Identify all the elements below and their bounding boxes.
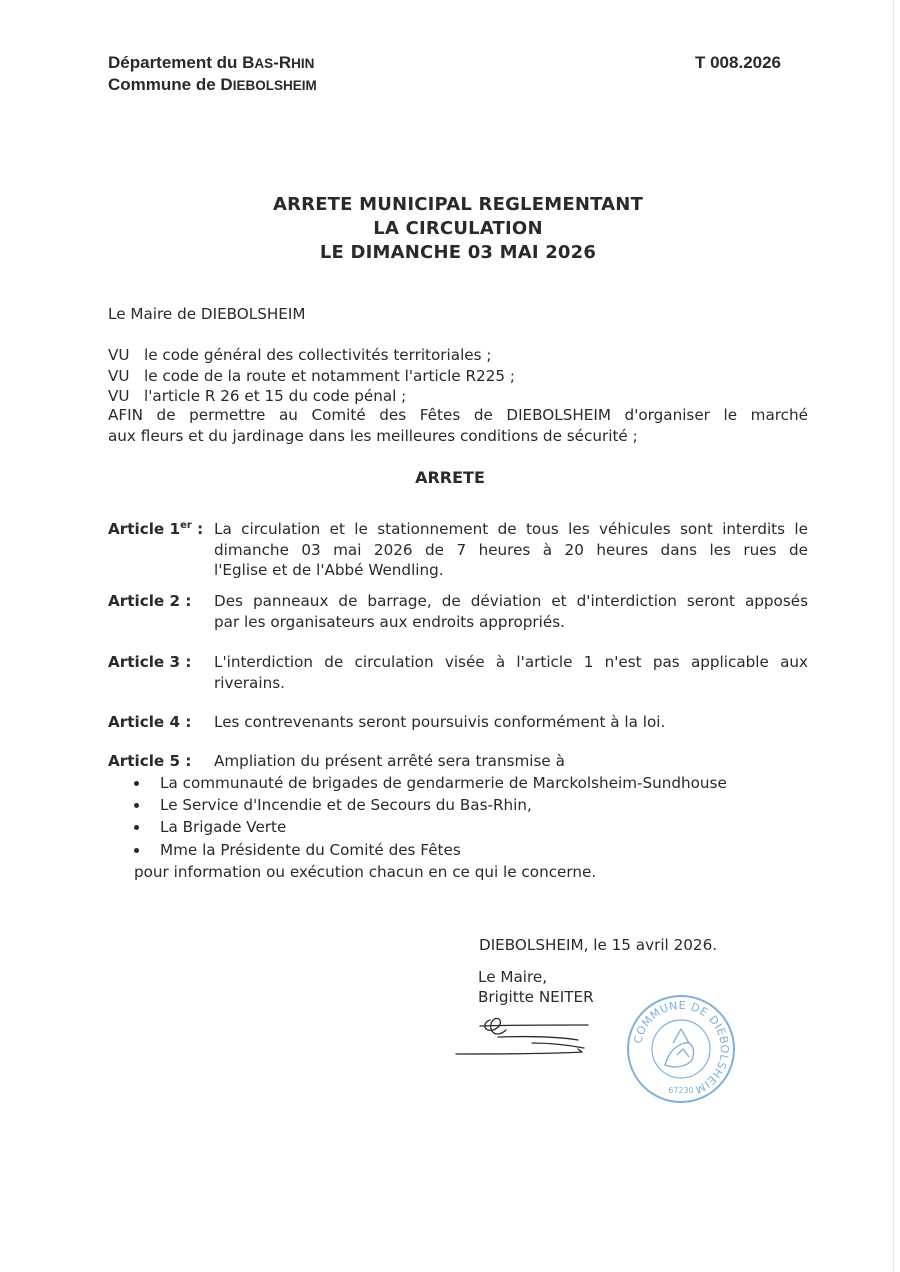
article-text: Ampliation du présent arrêté sera transmise à <box>214 752 565 770</box>
signatory-name: Brigitte NEITER <box>478 988 594 1006</box>
list-item: La communauté de brigades de gendarmerie de Marckolsheim-Sundhouse <box>134 772 727 794</box>
department-line: Département du BAS-RHIN <box>108 53 315 72</box>
list-item: La Brigade Verte <box>134 816 727 838</box>
article-label: Article 1er : <box>108 520 204 538</box>
vu-line: VU le code de la route et notamment l'article R225 ; <box>108 367 515 385</box>
issuer-header <box>108 52 317 96</box>
article-label: Article 3 : <box>108 653 192 671</box>
place-date: DIEBOLSHEIM, le 15 avril 2026. <box>479 936 718 954</box>
title-line-1: ARRETE MUNICIPAL REGLEMENTANT <box>272 194 644 215</box>
article-label: Article 4 : <box>108 713 192 731</box>
list-item: Mme la Présidente du Comité des Fêtes <box>134 839 727 861</box>
bullet-icon <box>134 825 139 830</box>
svg-text:COMMUNE DE DIEBOLSHEIM: COMMUNE DE DIEBOLSHEIM <box>631 998 732 1097</box>
decision-heading: ARRETE <box>415 468 485 487</box>
bullet-icon <box>134 848 139 853</box>
document-reference: T 008.2026 <box>695 53 782 72</box>
svg-text:67230: 67230 <box>668 1086 694 1095</box>
vu-line: VU l'article R 26 et 15 du code pénal ; <box>108 387 407 405</box>
title-line-3: LE DIMANCHE 03 MAI 2026 <box>319 242 597 263</box>
article-text: L'interdiction de circulation visée à l'article 1 n'est pas applicable aux riverains. <box>214 653 808 692</box>
mayor-line: Le Maire de DIEBOLSHEIM <box>108 305 306 323</box>
recipient-list <box>134 772 727 861</box>
article-text: Les contrevenants seront poursuivis conformément à la loi. <box>214 713 666 731</box>
article-text: Des panneaux de barrage, de déviation et d'interdiction seront apposés par les organisateurs aux endroits appropriés. <box>214 592 808 631</box>
list-item: Le Service d'Incendie et de Secours du Bas-Rhin, <box>134 794 727 816</box>
article-label: Article 5 : <box>108 752 192 770</box>
commune-stamp <box>625 993 737 1105</box>
commune-line: Commune de DIEBOLSHEIM <box>108 75 317 94</box>
signatory-role: Le Maire, <box>478 968 548 986</box>
bullet-icon <box>134 803 139 808</box>
afin-paragraph: AFIN de permettre au Comité des Fêtes de DIEBOLSHEIM d'organiser le marché aux fleurs et du jardinage dans les meilleures conditions de sécurité ; <box>108 406 808 445</box>
article-label: Article 2 : <box>108 592 192 610</box>
article-text: La circulation et le stationnement de tous les véhicules sont interdits le dimanche 03 mai 2026 de 7 heures à 20 heures dans les rues de l'Eglise et de l'Abbé Wendling. <box>214 520 808 579</box>
handwritten-signature <box>450 1010 600 1065</box>
document-title <box>0 193 900 265</box>
bullet-icon <box>134 781 139 786</box>
page-edge <box>893 0 894 1272</box>
title-line-2: LA CIRCULATION <box>373 218 543 239</box>
closing-line: pour information ou exécution chacun en ce qui le concerne. <box>134 863 597 881</box>
vu-line: VU le code général des collectivités territoriales ; <box>108 346 492 364</box>
